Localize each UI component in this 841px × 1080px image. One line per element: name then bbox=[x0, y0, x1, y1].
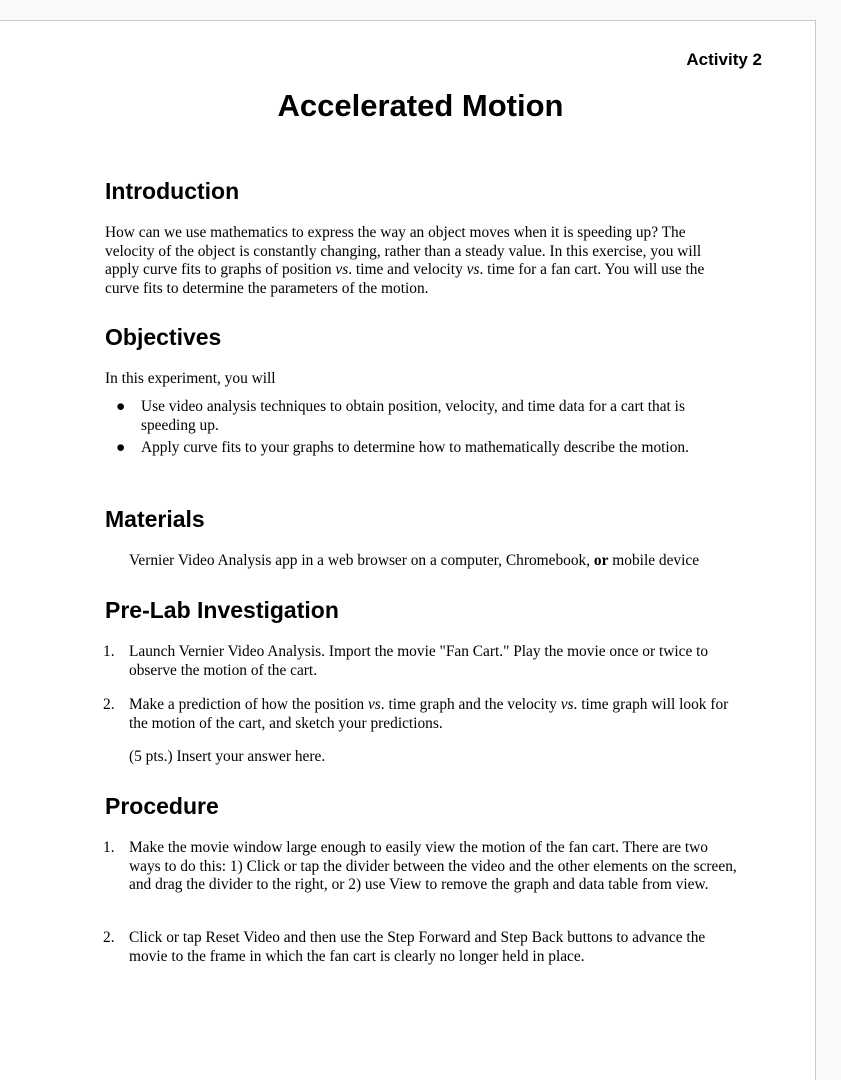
materials-text: Vernier Video Analysis app in a web browser on a computer, Chromebook, or mobile device bbox=[129, 552, 700, 569]
procedure-list-2 bbox=[103, 929, 737, 966]
materials-heading: Materials bbox=[105, 506, 205, 532]
page-title: Accelerated Motion bbox=[277, 88, 564, 123]
objectives-heading: Objectives bbox=[105, 324, 222, 350]
list-item: 2. Make a prediction of how the position vs. time graph and the velocity vs. time graph will look for the motion of the cart, and sketch your predictions. bbox=[103, 696, 729, 732]
objectives-intro: In this experiment, you will bbox=[105, 370, 276, 387]
prelab-list-2 bbox=[103, 696, 737, 733]
procedure-heading: Procedure bbox=[105, 793, 219, 819]
bullet-icon: ● bbox=[116, 439, 126, 456]
bullet-icon: ● bbox=[116, 398, 126, 415]
procedure-list bbox=[103, 839, 737, 895]
introduction-paragraph: How can we use mathematics to express the way an object moves when it is speeding up? The velocity of the object is constantly changing, rather than a steady value. In this exercise, you will apply curve fits to graphs of position vs. time and velocity vs. time for a fan cart. You will use the curve fits to determine the parameters of the motion. bbox=[105, 224, 705, 297]
objectives-list bbox=[105, 398, 735, 462]
prelab-list bbox=[103, 643, 737, 680]
list-item: 2. Click or tap Reset Video and then use the Step Forward and Step Back buttons to advance the movie to the frame in which the fan cart is clearly no longer held in place. bbox=[103, 929, 706, 965]
list-item: 1. Launch Vernier Video Analysis. Import the movie "Fan Cart." Play the movie once or twice to observe the motion of the cart. bbox=[103, 643, 709, 679]
list-item: ● Apply curve fits to your graphs to determine how to mathematically describe the motion. bbox=[116, 439, 689, 456]
prelab-heading: Pre-Lab Investigation bbox=[105, 597, 339, 623]
answer-prompt[interactable]: (5 pts.) Insert your answer here. bbox=[129, 748, 326, 765]
activity-label: Activity 2 bbox=[686, 50, 762, 69]
introduction-heading: Introduction bbox=[105, 178, 240, 204]
list-item: 1. Make the movie window large enough to easily view the motion of the fan cart. There are two ways to do this: 1) Click or tap the divider between the video and the other elements on the screen, and drag the divider to the right, or 2) use View to remove the graph and data table from view. bbox=[103, 839, 737, 893]
list-item: ● Use video analysis techniques to obtain position, velocity, and time data for a cart that is speeding up. bbox=[116, 398, 685, 434]
